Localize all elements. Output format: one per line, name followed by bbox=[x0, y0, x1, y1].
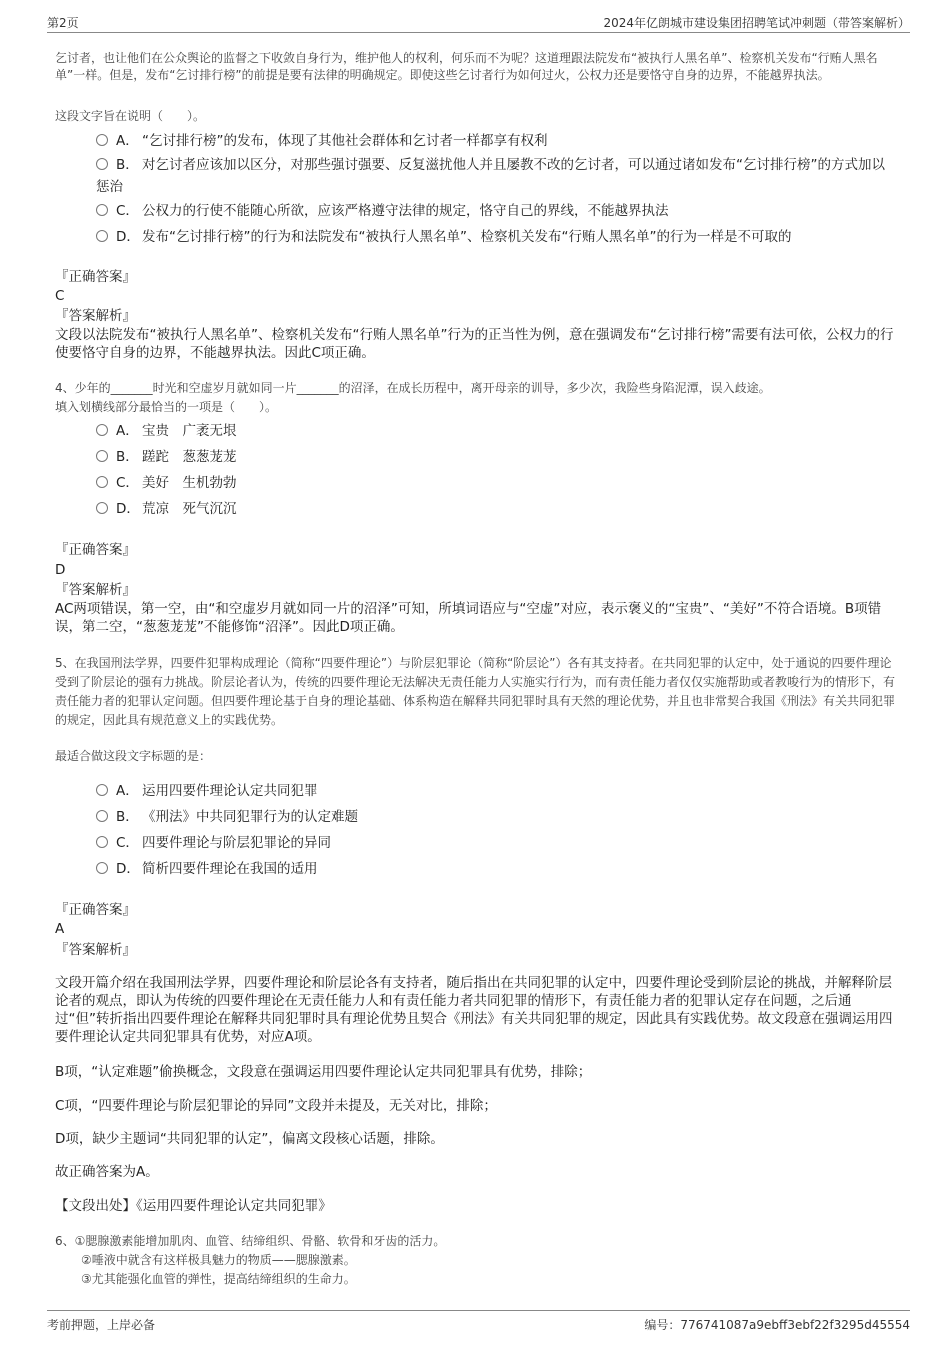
radio-icon[interactable] bbox=[96, 230, 108, 242]
q3-answer-label: 『正确答案』 bbox=[55, 269, 136, 285]
q5-analysis-3: C项，“四要件理论与阶层犯罪论的异同”文段并未提及，无关对比，排除； bbox=[55, 1098, 497, 1114]
q5-answer: A bbox=[55, 921, 65, 937]
q4-answer: D bbox=[55, 562, 66, 578]
radio-icon[interactable] bbox=[96, 158, 108, 170]
q5-option-a[interactable]: A． 运用四要件理论认定共同犯罪 bbox=[96, 780, 890, 802]
radio-icon[interactable] bbox=[96, 476, 108, 488]
page-header bbox=[47, 12, 910, 33]
document-title: 2024年亿朗城市建设集团招聘笔试冲刺题（带答案解析） bbox=[603, 16, 910, 30]
q3-option-a[interactable]: A． “乞讨排行榜”的发布，体现了其他社会群体和乞讨者一样都享有权利 bbox=[96, 130, 890, 152]
q5-option-b[interactable]: B． 《刑法》中共同犯罪行为的认定难题 bbox=[96, 806, 890, 828]
q4-answer-label: 『正确答案』 bbox=[55, 542, 136, 558]
q3-option-c[interactable]: C． 公权力的行使不能随心所欲，应该严格遵守法律的规定，恪守自己的界线，不能越界执法 bbox=[96, 200, 890, 222]
q4-option-a[interactable]: A． 宝贵 广袤无垠 bbox=[96, 420, 890, 442]
q5-analysis-label: 『答案解析』 bbox=[55, 942, 136, 958]
q5-answer-label: 『正确答案』 bbox=[55, 902, 136, 918]
radio-icon[interactable] bbox=[96, 502, 108, 514]
q5-analysis-1: 文段开篇介绍在我国刑法学界，四要件理论和阶层论各有支持者，随后指出在共同犯罪的认定中，四要件理论受到阶层论的挑战，并解释阶层论者的观点，即认为传统的四要件理论在无责任能力人和有责任能力者共同犯罪的情形下，有责任能力者的犯罪认定存在问题，之后通过“但”转折指出四要件理论在解释共同犯罪时具有理论优势且契合《刑法》有关共同犯罪的规定，因此具有实践优势。故文段意在强调运用四要件理论认定共同犯罪具有优势，对应A项。 bbox=[55, 975, 893, 1045]
radio-icon[interactable] bbox=[96, 204, 108, 216]
q3-option-d[interactable]: D． 发布“乞讨排行榜”的行为和法院发布“被执行人黑名单”、检察机关发布“行贿人黑名单”的行为一样是不可取的 bbox=[96, 226, 890, 248]
q6-line-2: ②唾液中就含有这样极具魅力的物质——腮腺激素。 bbox=[81, 1253, 356, 1267]
q3-answer: C bbox=[55, 288, 65, 304]
q5-analysis-5: 故正确答案为A。 bbox=[55, 1164, 159, 1180]
q4-analysis-label: 『答案解析』 bbox=[55, 582, 136, 598]
q4-stem: 4、少年的_______时光和空虚岁月就如同一片_______的沼泽，在成长历程中，离开母亲的训导，多少次，我险些身陷泥潭，误入歧途。 bbox=[55, 381, 771, 395]
q3-passage: 乞讨者，也让他们在公众舆论的监督之下收敛自身行为，维护他人的权利，何乐而不为呢？这道理跟法院发布“被执行人黑名单”、检察机关发布“行贿人黑名单”一样。但是，发布“乞讨排行榜”的前提是要有法律的明确规定。即使这些乞讨者行为如何过火，公权力还是要恪守自身的边界，不能越界执法。 bbox=[55, 51, 878, 82]
radio-icon[interactable] bbox=[96, 450, 108, 462]
radio-icon[interactable] bbox=[96, 810, 108, 822]
radio-icon[interactable] bbox=[96, 424, 108, 436]
q4-option-d[interactable]: D． 荒凉 死气沉沉 bbox=[96, 498, 890, 520]
q5-option-d[interactable]: D． 简析四要件理论在我国的适用 bbox=[96, 858, 890, 880]
radio-icon[interactable] bbox=[96, 784, 108, 796]
q6-line-3: ③尤其能强化血管的弹性，提高结缔组织的生命力。 bbox=[81, 1272, 356, 1286]
q3-analysis: 文段以法院发布“被执行人黑名单”、检察机关发布“行贿人黑名单”行为的正当性为例，意在强调发布“乞讨排行榜”需要有法可依，公权力的行使要恪守自身的边界，不能越界执法。因此C项正确。 bbox=[55, 327, 894, 361]
page-number: 第2页 bbox=[47, 16, 79, 30]
q3-analysis-label: 『答案解析』 bbox=[55, 308, 136, 324]
q4-analysis: AC两项错误，第一空，由“和空虚岁月就如同一片的沼泽”可知，所填词语应与“空虚”对应，表示褒义的“宝贵”、“美好”不符合语境。B项错误，第二空，“葱葱茏茏”不能修饰“沼泽”。因此D项正确。 bbox=[55, 601, 882, 635]
q4-option-c[interactable]: C． 美好 生机勃勃 bbox=[96, 472, 890, 494]
q5-prompt: 最适合做这段文字标题的是： bbox=[55, 749, 212, 763]
radio-icon[interactable] bbox=[96, 134, 108, 146]
q5-analysis-2: B项，“认定难题”偷换概念，文段意在强调运用四要件理论认定共同犯罪具有优势，排除； bbox=[55, 1064, 592, 1080]
page-footer bbox=[47, 1310, 910, 1333]
q3-prompt: 这段文字旨在说明（ ）。 bbox=[55, 109, 206, 123]
q5-passage: 5、在我国刑法学界，四要件犯罪构成理论（简称“四要件理论”）与阶层犯罪论（简称“阶层论”）各有其支持者。在共同犯罪的认定中，处于通说的四要件理论受到了阶层论的强有力挑战。阶层论者认为，传统的四要件理论无法解决无责任能力人实施实行行为，而有责任能力者仅仅实施帮助或者教唆行为的情形下，有责任能力者的犯罪认定问题。但四要件理论基于自身的理论基础、体系构造在解释共同犯罪时具有天然的理论优势，并且也非常契合我国《刑法》有关共同犯罪的规定，因此具有规范意义上的实践优势。 bbox=[55, 656, 896, 727]
q4-option-b[interactable]: B． 蹉跎 葱葱茏茏 bbox=[96, 446, 890, 468]
q6-line-1: 6、①腮腺激素能增加肌肉、血管、结缔组织、骨骼、软骨和牙齿的活力。 bbox=[55, 1234, 446, 1248]
q3-option-b[interactable]: B． 对乞讨者应该加以区分，对那些强讨强要、反复滋扰他人并且屡教不改的乞讨者，可以通过诸如发布“乞讨排行榜”的方式加以惩治 bbox=[96, 157, 885, 195]
footer-slogan: 考前押题，上岸必备 bbox=[47, 1318, 156, 1332]
q4-prompt: 填入划横线部分最恰当的一项是（ ）。 bbox=[55, 400, 278, 414]
radio-icon[interactable] bbox=[96, 862, 108, 874]
q5-option-c[interactable]: C． 四要件理论与阶层犯罪论的异同 bbox=[96, 832, 890, 854]
radio-icon[interactable] bbox=[96, 836, 108, 848]
q5-source: 【文段出处】《运用四要件理论认定共同犯罪》 bbox=[55, 1198, 332, 1214]
q5-analysis-4: D项，缺少主题词“共同犯罪的认定”，偏离文段核心话题，排除。 bbox=[55, 1131, 444, 1147]
document-id: 编号：776741087a9ebff3ebf22f3295d45554 bbox=[644, 1318, 910, 1332]
